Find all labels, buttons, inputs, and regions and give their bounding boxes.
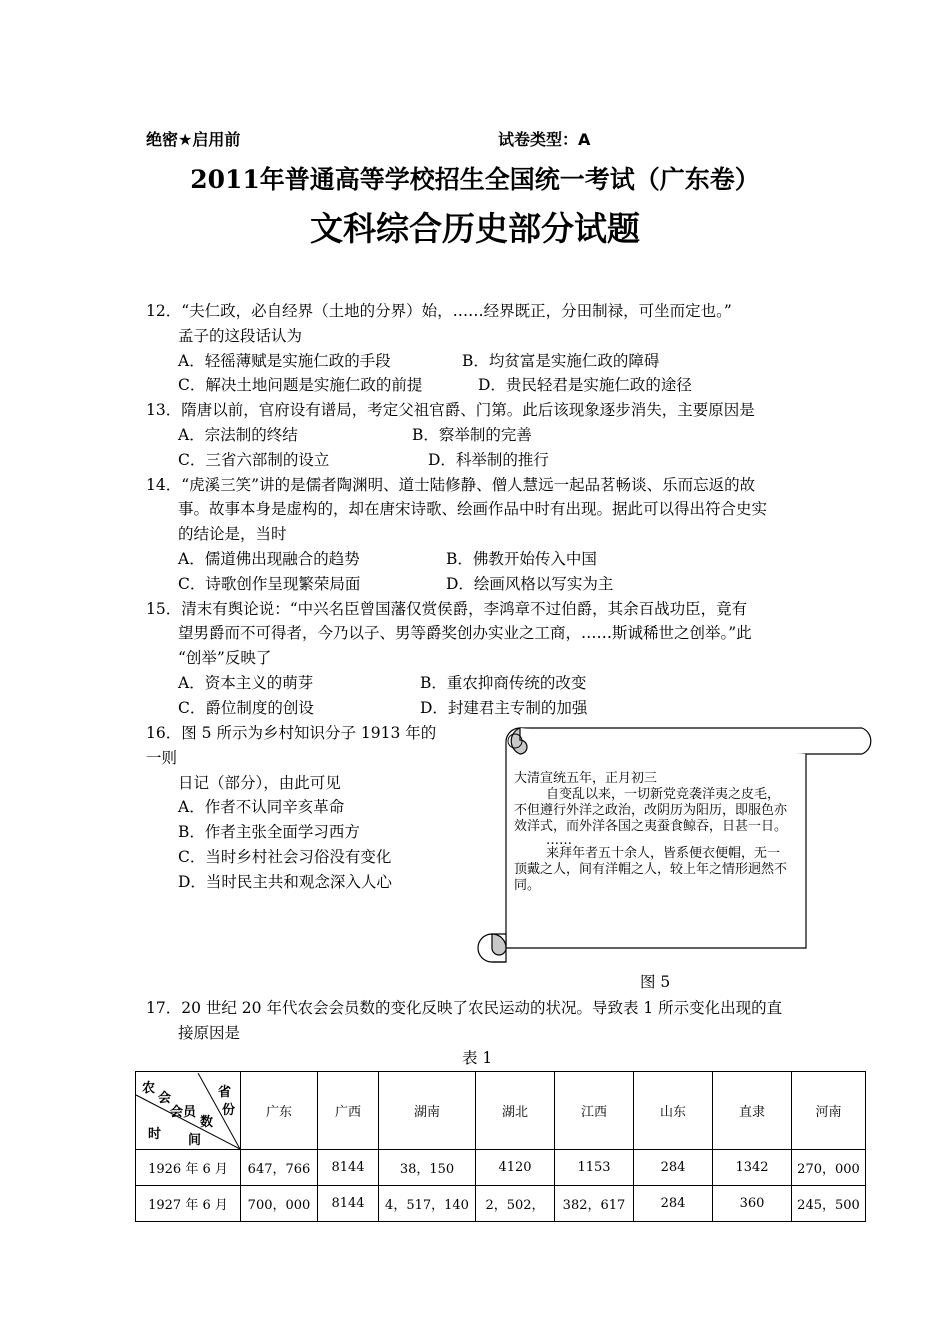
q13-stem-1: 13．隋唐以前，官府设有谱局，考定父祖官爵、门第。此后该现象逐步消失，主要原因是	[146, 401, 755, 419]
corner-text-g: 时	[148, 1126, 162, 1142]
header-shandong: 山东	[634, 1072, 713, 1150]
q15-stem-1: 15．清末有舆论说：“中兴名臣曾国藩仅赏侯爵，李鸿章不过伯爵，其余百战功臣，竟有	[146, 600, 748, 618]
q14-stem-3: 的结论是，当时	[178, 525, 287, 543]
q13-option-b: B．察举制的完善	[412, 426, 532, 444]
corner-text-b: 会	[158, 1090, 172, 1106]
table-cell: 700，000	[241, 1186, 318, 1222]
confidential-label: 绝密★启用前	[146, 130, 241, 149]
q12-stem-2: 孟子的这段话认为	[178, 327, 303, 345]
q12-option-c: C．解决土地问题是实施仁政的前提	[178, 376, 423, 394]
header-hubei: 湖北	[476, 1072, 555, 1150]
table-row	[136, 1150, 866, 1186]
scroll-figure	[470, 720, 880, 968]
table-cell: 284	[634, 1150, 713, 1186]
q12-option-a: A．轻徭薄赋是实施仁政的手段	[178, 352, 391, 370]
diary-date: 大清宣统五年，正月初三	[514, 771, 658, 786]
header-guangdong: 广东	[241, 1072, 318, 1150]
table-cell: 1153	[555, 1150, 634, 1186]
diary-line-4: 来拜年者五十余人，皆系便衣便帽，无一	[546, 846, 781, 861]
q16-option-b: B．作者主张全面学习西方	[178, 823, 360, 841]
table-cell: 4，517，140	[379, 1186, 476, 1222]
diary-line-1: 自变乱以来，一切新党竞袭洋夷之皮毛，	[546, 787, 781, 802]
table-cell: 382，617	[555, 1186, 634, 1222]
corner-text-d: 数	[200, 1114, 214, 1130]
corner-text-f: 份	[222, 1102, 236, 1118]
diary-line-2: 不但遵行外洋之政治，改阴历为阳历，即服色亦	[514, 803, 788, 818]
table-header-row	[136, 1072, 866, 1150]
table-cell: 284	[634, 1186, 713, 1222]
header-zhili: 直隶	[713, 1072, 792, 1150]
q15-option-b: B．重农抑商传统的改变	[420, 674, 587, 692]
diary-line-3: 效洋式，而外洋各国之夷蚕食鲸吞，日甚一日。	[514, 819, 788, 834]
q16-stem-2: 一则	[146, 749, 178, 767]
q12-stem-1: 12．“夫仁政，必自经界（土地的分界）始，……经界既正，分田制禄，可坐而定也。”	[146, 302, 732, 320]
q15-option-a: A．资本主义的萌芽	[178, 674, 314, 692]
diary-ellipsis: ……	[546, 833, 572, 848]
q14-option-d: D．绘画风格以写实为主	[446, 575, 614, 593]
q17-stem-2: 接原因是	[178, 1024, 241, 1042]
q15-option-c: C．爵位制度的创设	[178, 699, 314, 717]
membership-table	[135, 1071, 866, 1222]
q16-stem-3: 日记（部分），由此可见	[178, 774, 341, 792]
q16-option-a: A．作者不认同辛亥革命	[178, 798, 345, 816]
row-label: 1926 年 6 月	[136, 1150, 241, 1186]
q14-stem-1: 14．“虎溪三笑”讲的是儒者陶渊明、道士陆修静、僧人慧远一起品茗畅谈、乐而忘返的故	[146, 476, 756, 494]
q16-option-d: D．当时民主共和观念深入人心	[178, 873, 392, 891]
q14-stem-2: 事。故事本身是虚构的，却在唐宋诗歌、绘画作品中时有出现。据此可以得出符合史实	[178, 500, 768, 518]
q17-stem-1: 17．20 世纪 20 年代农会会员数的变化反映了农民运动的状况。导致表 1 所示变化出现的直	[146, 999, 783, 1017]
q12-option-b: B．均贫富是实施仁政的障碍	[462, 352, 660, 370]
table-cell: 8144	[318, 1186, 379, 1222]
table-cell: 4120	[476, 1150, 555, 1186]
paper-type-label: 试卷类型：A	[498, 130, 591, 149]
q13-option-a: A．宗法制的终结	[178, 426, 298, 444]
q14-option-a: A．儒道佛出现融合的趋势	[178, 550, 360, 568]
q13-option-c: C．三省六部制的设立	[178, 451, 330, 469]
table-cell: 245，500	[792, 1186, 866, 1222]
table-cell: 647，766	[241, 1150, 318, 1186]
corner-text-e: 省	[218, 1084, 232, 1100]
table-cell: 38，150	[379, 1150, 476, 1186]
diary-line-6: 同。	[514, 878, 541, 893]
q15-stem-3: “创举”反映了	[178, 649, 272, 667]
table-caption: 表 1	[462, 1049, 493, 1067]
header-hunan: 湖南	[379, 1072, 476, 1150]
table-cell: 2，502，	[476, 1186, 555, 1222]
figure-caption: 图 5	[640, 973, 671, 991]
exam-title: 2011年普通高等学校招生全国统一考试（广东卷）	[190, 165, 760, 194]
q13-option-d: D．科举制的推行	[428, 451, 549, 469]
header-henan: 河南	[792, 1072, 866, 1150]
corner-text-h: 间	[188, 1132, 202, 1148]
row-label: 1927 年 6 月	[136, 1186, 241, 1222]
table-cell: 8144	[318, 1150, 379, 1186]
q15-option-d: D．封建君主专制的加强	[420, 699, 588, 717]
table-cell: 270，000	[792, 1150, 866, 1186]
q16-stem-1: 16．图 5 所示为乡村知识分子 1913 年的	[146, 724, 437, 742]
table-cell: 360	[713, 1186, 792, 1222]
header-jiangxi: 江西	[555, 1072, 634, 1150]
q15-stem-2: 望男爵而不可得者，今乃以子、男等爵奖创办实业之工商，……斯诚稀世之创举。”此	[178, 624, 752, 642]
q14-option-b: B．佛教开始传入中国	[446, 550, 597, 568]
table-cell: 1342	[713, 1150, 792, 1186]
table-corner-cell	[136, 1072, 241, 1150]
corner-text-a: 农	[142, 1080, 156, 1096]
q16-option-c: C．当时乡村社会习俗没有变化	[178, 848, 392, 866]
diary-line-5: 顶戴之人，间有洋帽之人，较上年之情形迥然不	[514, 862, 788, 877]
exam-subtitle: 文科综合历史部分试题	[310, 209, 640, 248]
table-row	[136, 1186, 866, 1222]
header-guangxi: 广西	[318, 1072, 379, 1150]
q12-option-d: D．贵民轻君是实施仁政的途径	[478, 376, 692, 394]
q14-option-c: C．诗歌创作呈现繁荣局面	[178, 575, 361, 593]
corner-text-c: 会员	[170, 1104, 197, 1120]
